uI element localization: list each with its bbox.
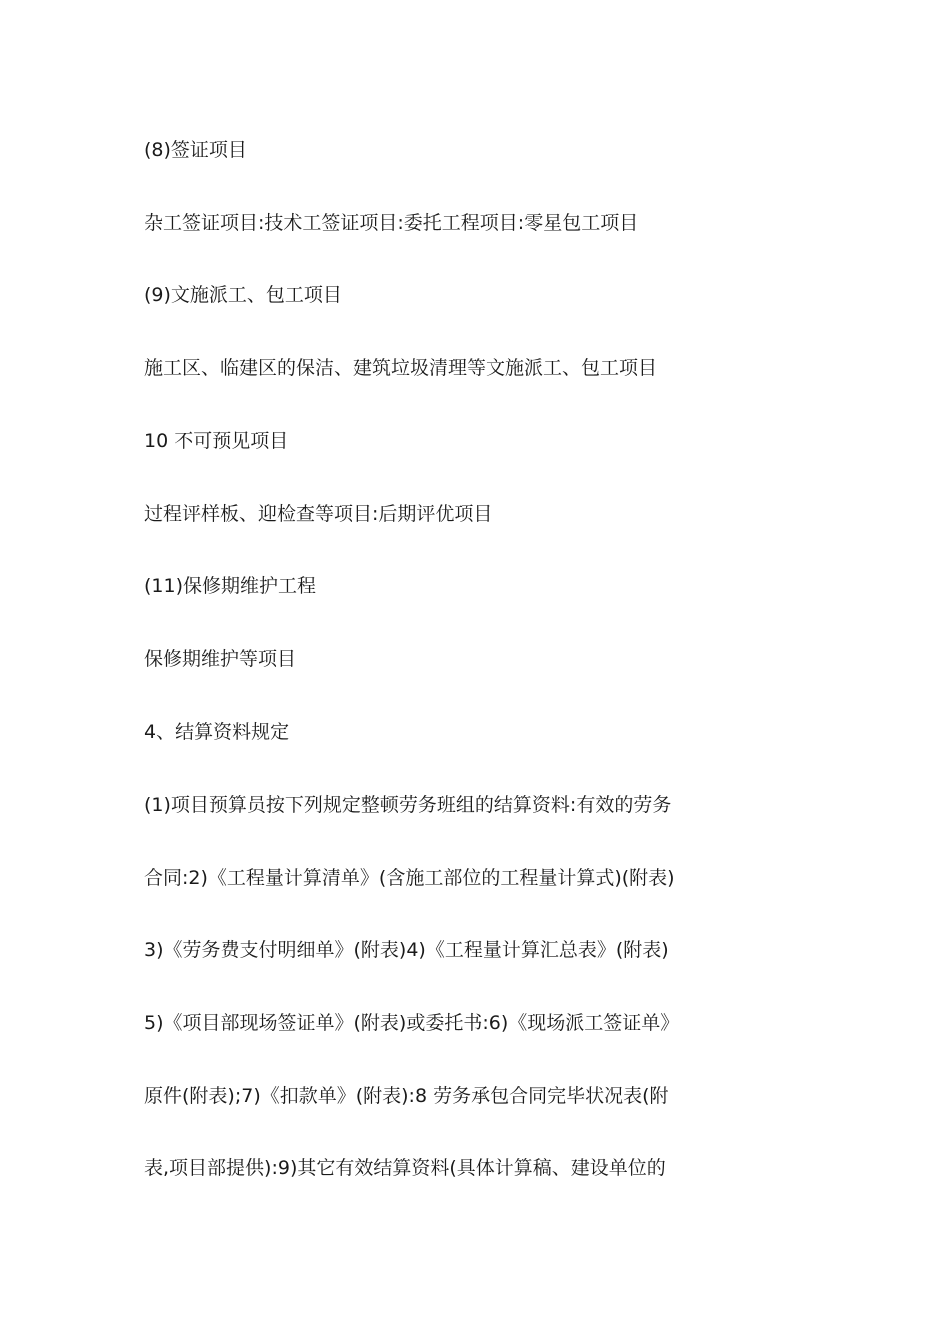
paragraph-dispatch-items: 施工区、临建区的保洁、建筑垃圾清理等文施派工、包工项目 [144,357,658,379]
section-heading-settlement-materials: 4、结算资料规定 [144,721,290,743]
paragraph-unforeseen-items: 过程评样板、迎检查等项目:后期评优项目 [144,503,493,525]
paragraph-settlement-line-6: 表,项目部提供):9)其它有效结算资料(具体计算稿、建设单位的 [144,1157,666,1179]
section-heading-warranty-maintenance: (11)保修期维护工程 [144,575,317,597]
section-heading-unforeseen-items: 10 不可预见项目 [144,430,289,452]
section-heading-visa-items: (8)签证项目 [144,139,247,161]
section-heading-dispatch-items: (9)文施派工、包工项目 [144,284,342,306]
paragraph-settlement-line-5: 原件(附表);7)《扣款单》(附表):8 劳务承包合同完毕状况表(附 [144,1085,669,1107]
paragraph-warranty-maintenance: 保修期维护等项目 [144,648,297,670]
paragraph-settlement-line-1: (1)项目预算员按下列规定整顿劳务班组的结算资料:有效的劳务 [144,794,672,816]
paragraph-visa-items: 杂工签证项目:技术工签证项目:委托工程项目:零星包工项目 [144,212,639,234]
paragraph-settlement-line-2: 合同:2)《工程量计算清单》(含施工部位的工程量计算式)(附表) [144,867,675,889]
paragraph-settlement-line-4: 5)《项目部现场签证单》(附表)或委托书:6)《现场派工签证单》 [144,1012,680,1034]
paragraph-settlement-line-3: 3)《劳务费支付明细单》(附表)4)《工程量计算汇总表》(附表) [144,939,669,961]
